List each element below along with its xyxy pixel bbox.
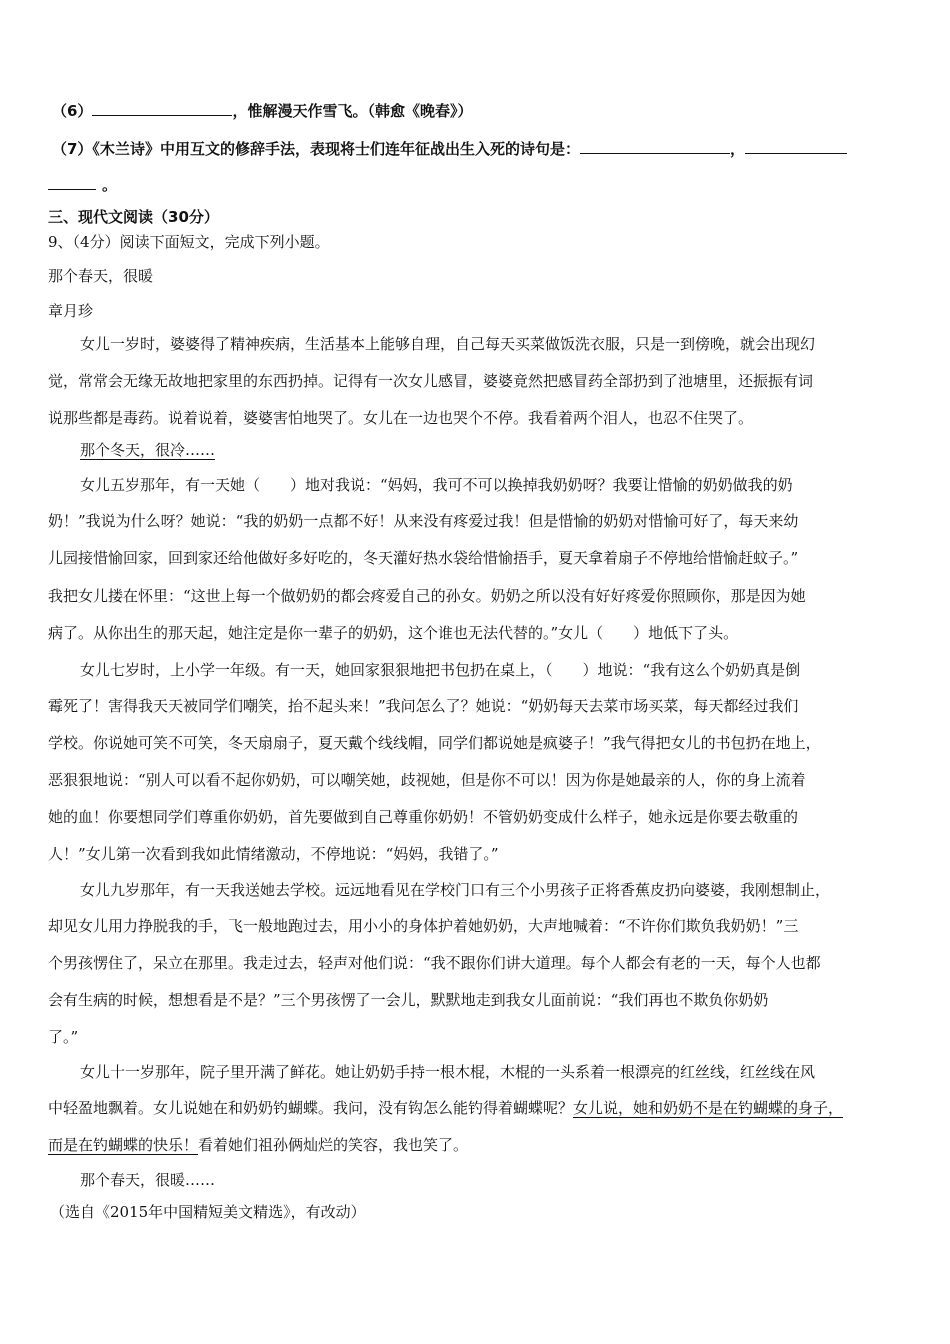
q9-intro: 9、（4分）阅读下面短文，完成下列小题。 (48, 233, 330, 251)
q7-end: 。 (102, 176, 118, 194)
p1-line-3: 说那些都是毒药。说着说着，婆婆害怕地哭了。女儿在一边也哭个不停。我看着两个泪人，也忍不住哭了。 (48, 409, 754, 427)
section-heading: 三、现代文阅读（30分） (48, 208, 219, 226)
p5-underlined-sentence-1: 女儿说，她和奶奶不是在钓蝴蝶的身子， (573, 1099, 844, 1117)
p3-line-5: 她的血！你要想同学们尊重你奶奶，首先要做到自己尊重你奶奶！不管奶奶变成什么样子，她永远是你要去敬重的 (48, 808, 799, 826)
spring-line: 那个春天，很暖…… (80, 1171, 216, 1189)
p4-line-2: 却见女儿用力挣脱我的手，飞一般地跑过去，用小小的身体护着她奶奶，大声地喊着：“不许你们欺负我奶奶！”三 (48, 917, 799, 935)
question-6 (52, 101, 472, 121)
winter-line: 那个冬天，很冷…… (80, 441, 216, 459)
p5-line-3 (48, 1135, 468, 1155)
p4-line-4: 会有生病的时候，想想看是不是？”三个男孩愣了一会儿，默默地走到我女儿面前说：“我们再也不欺负你奶奶 (48, 991, 769, 1009)
p3-line-6: 人！”女儿第一次看到我如此情绪激动，不停地说：“妈妈，我错了。” (48, 845, 499, 863)
p3-line-2: 霉死了！害得我天天被同学们嘲笑，抬不起头来！”我问怎么了？她说：“奶奶每天去菜市场买菜，每天都经过我们 (48, 697, 799, 715)
p2-line-5: 病了。从你出生的那天起，她注定是你一辈子的奶奶，这个谁也无法代替的。”女儿（ ）地低下了头。 (48, 624, 739, 642)
q6-answer-blank[interactable] (92, 101, 232, 116)
q6-suffix: ，惟解漫天作雪飞。（韩愈《晚春》） (232, 102, 473, 120)
q7-text: （7）《木兰诗》中用互文的修辞手法，表现将士们连年征战出生入死的诗句是： (52, 140, 580, 158)
question-7-continued (48, 175, 117, 195)
p5-line-2 (48, 1098, 843, 1118)
p4-line-3: 个男孩愣住了，呆立在那里。我走过去，轻声对他们说：“我不跟你们讲大道理。每个人都会有老的一天，每个人也都 (48, 954, 821, 972)
p1-line-1: 女儿一岁时，婆婆得了精神疾病，生活基本上能够自理，自己每天买菜做饭洗衣服，只是一到傍晚，就会出现幻 (80, 335, 816, 353)
article-source: （选自《2015年中国精短美文精选》，有改动） (50, 1203, 366, 1221)
p5-underlined-sentence-2: 而是在钓蝴蝶的快乐！ (48, 1136, 199, 1154)
q7-comma: ， (729, 140, 745, 158)
article-author: 章月珍 (48, 302, 94, 320)
p5-line-3-plain: 看着她们祖孙俩灿烂的笑容，我也笑了。 (198, 1136, 469, 1154)
question-7 (52, 139, 847, 159)
p4-line-1: 女儿九岁那年，有一天我送她去学校。远远地看见在学校门口有三个小男孩子正将香蕉皮扔向婆婆，我刚想制止， (80, 881, 831, 899)
p2-line-1: 女儿五岁那年，有一天她（ ）地对我说：“妈妈，我可不可以换掉我奶奶呀？我要让惜愉的奶奶做我的奶 (80, 476, 793, 494)
p3-line-3: 学校。你说她可笑不可笑，冬天扇扇子，夏天戴个线线帽，同学们都说她是疯婆子！”我气得把女儿的书包扔在地上， (48, 734, 821, 752)
p5-line-2-plain: 中轻盈地飘着。女儿说她在和奶奶钓蝴蝶。我问，没有钩怎么能钓得着蝴蝶呢？ (48, 1099, 574, 1117)
p3-line-4: 恶狠狠地说：“别人可以看不起你奶奶，可以嘲笑她，歧视她，但是你不可以！因为你是她最亲的人，你的身上流着 (48, 771, 806, 789)
q6-prefix: （6） (52, 102, 93, 120)
article-title: 那个春天，很暖 (48, 267, 154, 285)
p2-line-4: 我把女儿搂在怀里：“这世上每一个做奶奶的都会疼爱自己的孙女。奶奶之所以没有好好疼爱你照顾你，那是因为她 (48, 587, 806, 605)
p5-line-1: 女儿十一岁那年，院子里开满了鲜花。她让奶奶手持一根木棍，木棍的一头系着一根漂亮的红丝线，红丝线在风 (80, 1063, 816, 1081)
q7-answer-blank-2-cont[interactable] (48, 175, 96, 190)
p2-line-3: 儿园接惜愉回家，回到家还给他做好多好吃的，冬天灌好热水袋给惜愉捂手，夏天拿着扇子不停地给惜愉赶蚊子。” (48, 549, 799, 567)
p1-line-2: 觉，常常会无缘无故地把家里的东西扔掉。记得有一次女儿感冒，婆婆竟然把感冒药全部扔到了池塘里，还振振有词 (48, 372, 814, 390)
p2-line-2: 奶！”我说为什么呀？她说：“我的奶奶一点都不好！从来没有疼爱过我！但是惜愉的奶奶对惜愉可好了，每天来幼 (48, 512, 799, 530)
p4-line-5: 了。” (48, 1028, 79, 1046)
q7-answer-blank-1[interactable] (580, 139, 730, 154)
p3-line-1: 女儿七岁时，上小学一年级。有一天，她回家狠狠地把书包扔在桌上，（ ）地说：“我有这么个奶奶真是倒 (80, 661, 801, 679)
q7-answer-blank-2[interactable] (745, 139, 847, 154)
